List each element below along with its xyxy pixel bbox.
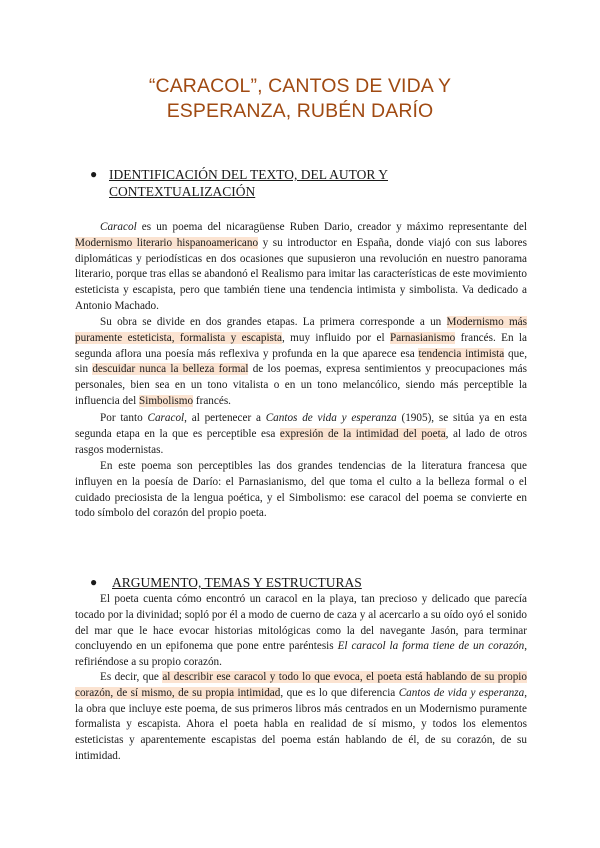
quote: El caracol la forma tiene de un corazón	[337, 640, 525, 653]
section1-paragraph-1	[75, 220, 527, 315]
work-title: Caracol	[100, 221, 137, 233]
section2-paragraph-1	[75, 592, 527, 671]
title-line-2: ESPERANZA, RUBÉN DARÍO	[166, 100, 434, 122]
section1-heading-line-1: IDENTIFICACIÓN DEL TEXTO, DEL AUTOR Y	[109, 167, 388, 182]
section1-paragraph-4	[75, 459, 527, 522]
text-span: , que es lo que diferencia	[280, 686, 399, 699]
highlight: Simbolismo	[139, 394, 194, 407]
text-span: que, sin	[75, 347, 527, 376]
highlight: expresión de la intimidad del poeta	[279, 427, 446, 440]
text-span: Su obra se divide en dos grandes etapas. La primera corresponde a un	[100, 316, 447, 328]
text-span: Es decir, que	[100, 671, 163, 683]
text-span: Por tanto	[100, 412, 148, 424]
text-span: En este poema son perceptibles las dos grandes tendencias de la literatura francesa que influyen en la poesía de Darío: el Parnasianismo, del que toma el culto a la belleza formal o el cuidado preciosista de la lengua poética, y el Simbolismo: ese caracol del poema se convierte en todo símbolo del corazón del propio poeta.	[75, 460, 527, 520]
text-span: , al pertenecer a	[184, 412, 266, 424]
title-line-1: “CARACOL”, CANTOS DE VIDA Y	[148, 75, 452, 97]
section2-heading: ARGUMENTO, TEMAS Y ESTRUCTURAS	[112, 575, 362, 590]
text-span: francés.	[193, 394, 231, 407]
highlight: Parnasianismo	[390, 331, 456, 344]
text-span: El poeta cuenta cómo encontró un caracol en la playa, tan precioso y delicado que parecía tocado por la divinidad; sopló por él a modo de cuerno de caza y al acercarlo a su oído oyó el sonido del mar que le hace evocar historias mitológicas como la del navegante Jasón, para terminar concluyendo en un epifonema que pone entre paréntesis	[75, 593, 527, 653]
book-title: Cantos de vida y esperanza	[398, 686, 525, 699]
section1-bullet: ●	[90, 167, 98, 181]
highlight: descuidar nunca la belleza formal	[92, 363, 249, 376]
text-span: es un poema del nicaragüense Ruben Dario, creador y máximo representante del	[136, 221, 527, 233]
text-span: , muy influido por el	[281, 331, 390, 344]
highlight: al describir ese caracol y todo lo que evoca, el poeta está hablando de su propio corazón, de sí mismo, de su propia intimidad	[75, 671, 527, 699]
page-title	[0, 74, 600, 124]
section1-heading	[109, 166, 388, 200]
section1-heading-line-2: CONTEXTUALIZACIÓN	[109, 184, 256, 199]
book-title: Cantos de vida y esperanza	[265, 412, 397, 424]
text-span: , la obra que incluye este poema, de sus primeros libros más centrados en un Modernismo puramente formalista y escapista. Ahora el poeta habla en realidad de sí mismo, y todos los elementos esteticistas y aparentemente escapistas del poema están hablando de él, de su corazón, de su intimidad.	[75, 686, 528, 762]
work-title: Caracol	[147, 412, 185, 424]
section2-bullet: ●	[90, 575, 98, 589]
highlight: Modernismo más puramente esteticista, formalista y escapista	[75, 316, 527, 344]
text-span: francés. En la segunda aflora una poesía más reflexiva y profunda en la que aparece esa	[75, 331, 528, 360]
text-span: de los poemas, expresa sentimientos y preocupaciones más personales, bien sea en un tono vitalista o en un tono melancólico, siendo más perceptible la influencia del	[75, 363, 527, 407]
highlight: tendencia intimista	[418, 347, 505, 360]
text-span: y su introductor en España, donde viajó con sus labores diplomáticas y periodísticas en dos ocasiones que supusieron una revolución en nuestro panorama literario, porque tras ellas se abandonó el Realismo para imitar las características de este movimiento esteticista y escapista, pero que también tiene una tendencia intimista y simbolista. Va dedicado a Antonio Machado.	[75, 236, 527, 312]
text-span: , refiriéndose a su propio corazón.	[75, 640, 527, 669]
text-span: (1905), se sitúa ya en esta segunda etapa en la que es perceptible esa	[75, 412, 527, 440]
section1-paragraph-3	[75, 411, 527, 458]
text-span: , al lado de otros rasgos modernistas.	[75, 427, 527, 456]
section1-paragraph-2	[75, 315, 527, 410]
highlight: Modernismo literario hispanoamericano	[75, 236, 259, 249]
section2-paragraph-2	[75, 670, 527, 765]
